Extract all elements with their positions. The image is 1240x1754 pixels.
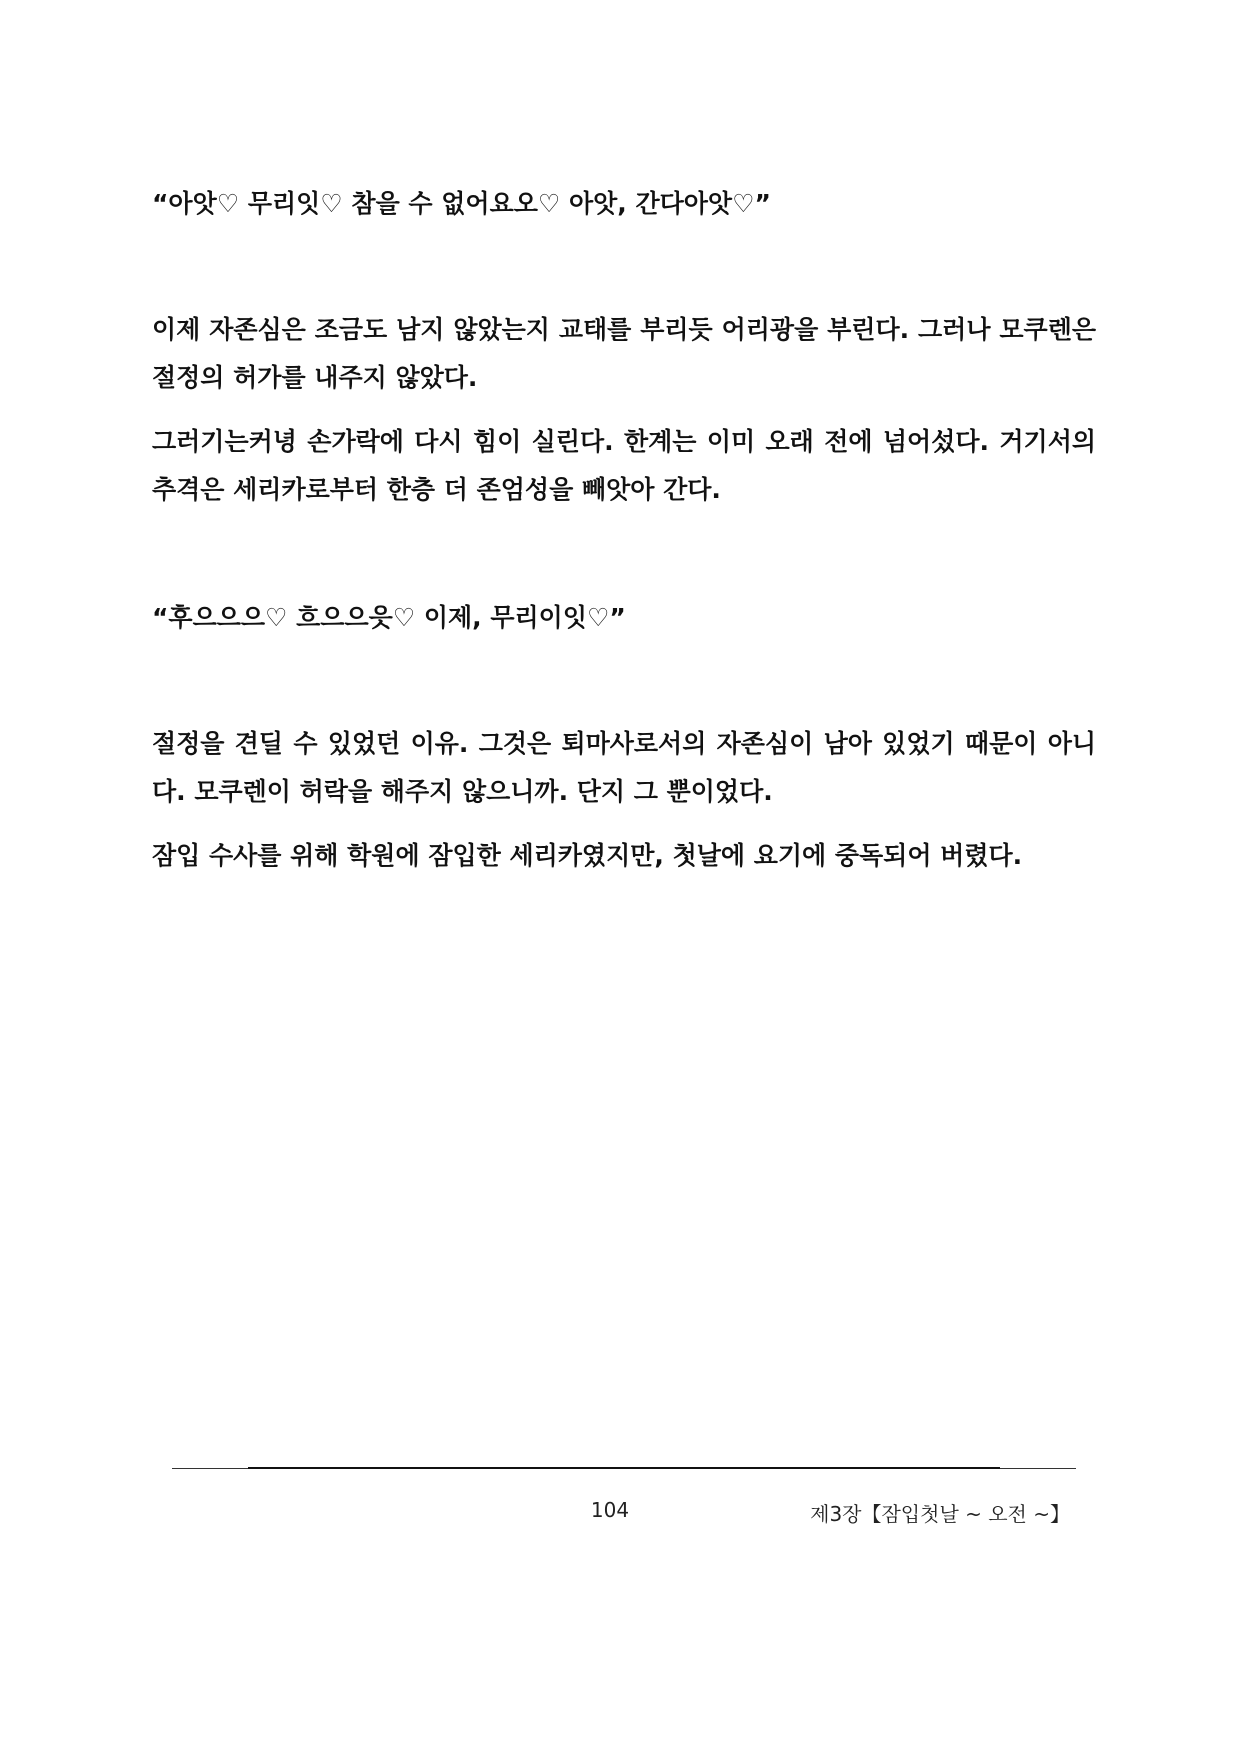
dialogue-line-2: “후으으으♡ 흐으으읏♡ 이제, 무리이잇♡” [152,603,626,632]
narration-paragraph-4: 잠입 수사를 위해 학원에 잠입한 세리카였지만, 첫날에 요기에 중독되어 버렸다. [152,841,1023,870]
narration-paragraph-2: 그러기는커녕 손가락에 다시 힘이 실린다. 한계는 이미 오래 전에 넘어섰다. 거기서의 추격은 세리카로부터 한층 더 존엄성을 빼앗아 간다. [152,427,1096,504]
narration-paragraph-1: 이제 자존심은 조금도 남지 않았는지 교태를 부리듯 어리광을 부린다. 그러나 모쿠렌은 절정의 허가를 내주지 않았다. [152,315,1096,392]
narration-paragraph-3: 절정을 견딜 수 있었던 이유. 그것은 퇴마사로서의 자존심이 남아 있었기 때문이 아니다. 모쿠렌이 허락을 해주지 않으니까. 단지 그 뿐이었다. [152,729,1096,806]
dialogue-line-1: “아앗♡ 무리잇♡ 참을 수 없어요오♡ 아앗, 간다아앗♡” [152,189,771,218]
chapter-title: 제3장【잠입첫날 ~ 오전 ~】 [810,1502,1070,1526]
page-number: 104 [590,1498,630,1522]
footer-divider-thick [248,1467,1000,1469]
